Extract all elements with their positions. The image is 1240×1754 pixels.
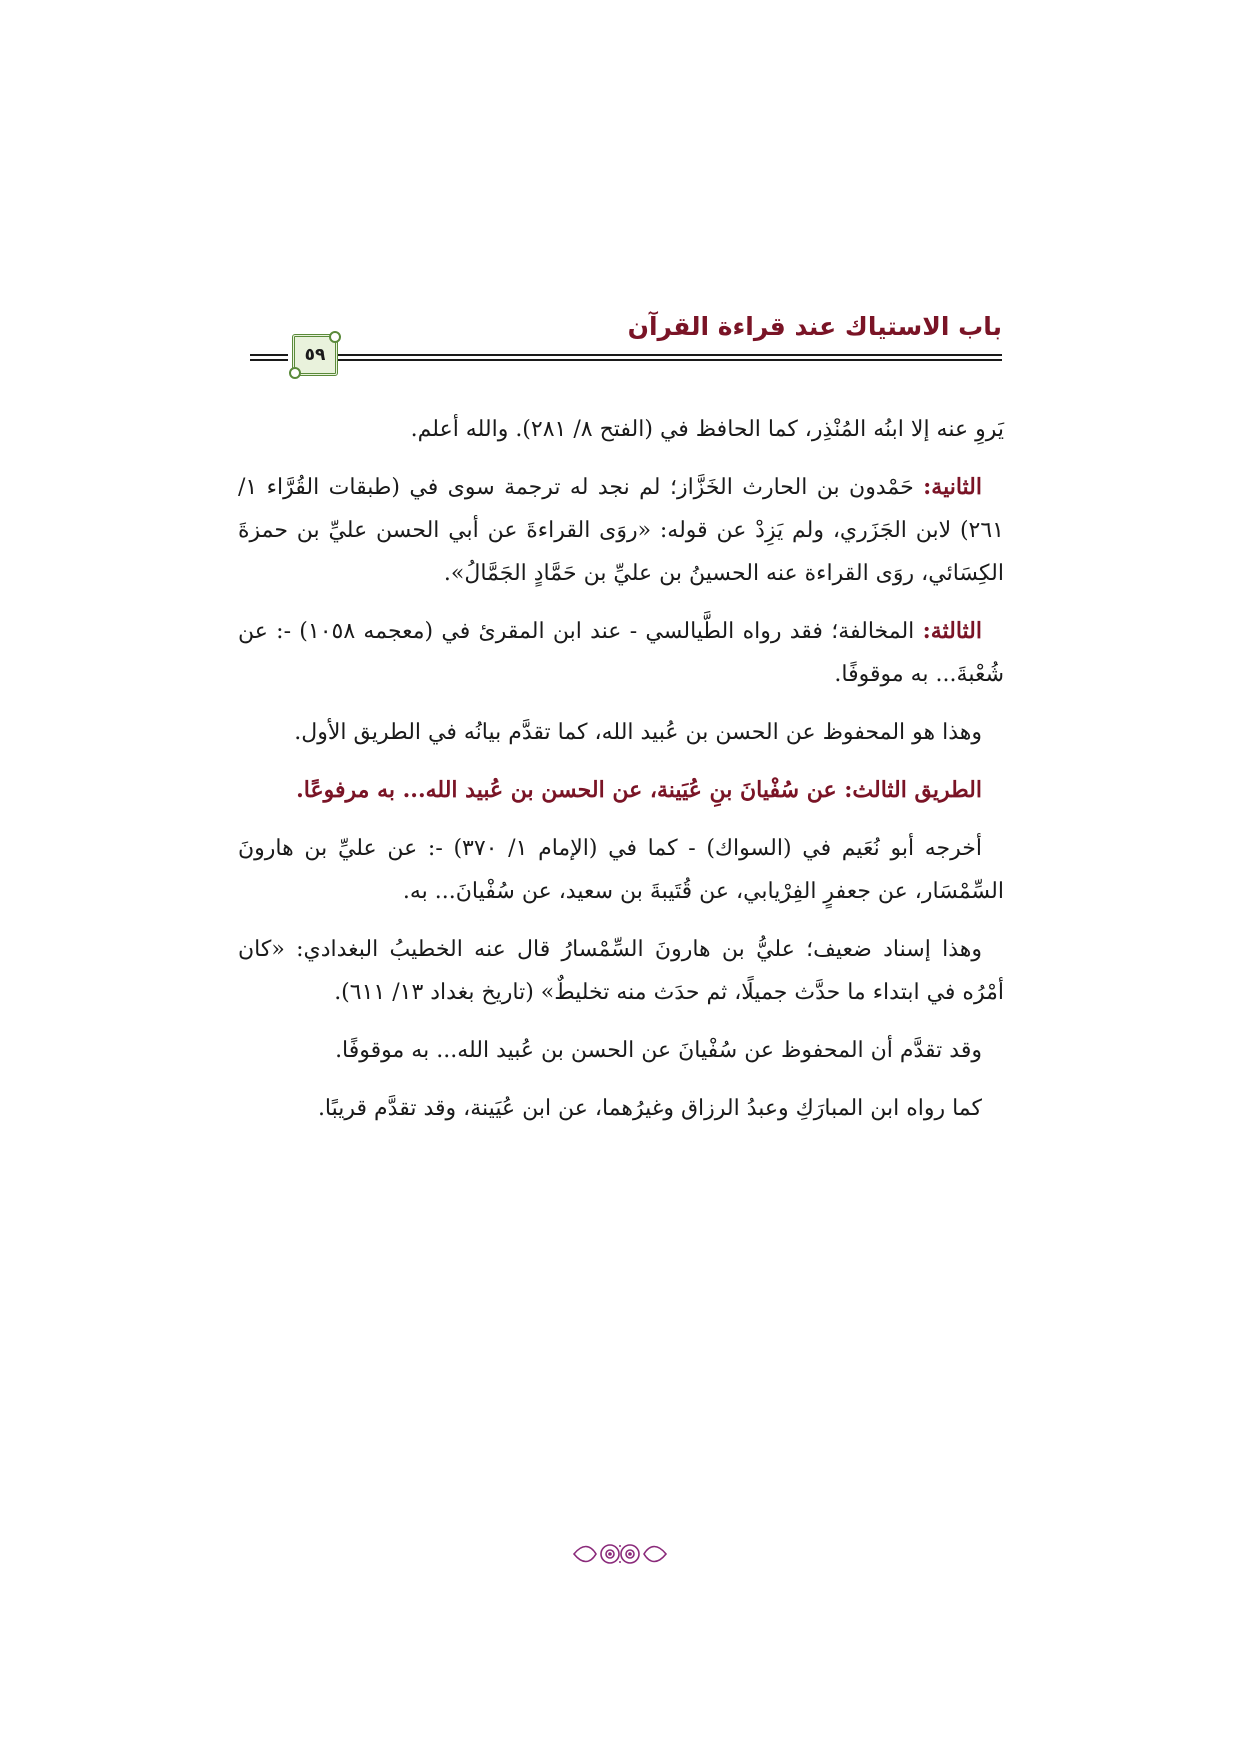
paragraph-text: المخالفة؛ فقد رواه الطَّيالسي - عند ابن المقرئ في (معجمه ١٠٥٨) -: عن شُعْبةَ... به موقوفًا. xyxy=(238,619,1004,687)
paragraph xyxy=(238,610,1004,696)
chapter-title: باب الاستياك عند قراءة القرآن xyxy=(627,312,1002,341)
page-number-badge xyxy=(292,334,338,376)
paragraph: أخرجه أبو نُعَيم في (السواك) - كما في (الإمام ١/ ٣٧٠) -: عن عليِّ بن هارونَ السِّمْسَار، عن جعفرٍ الفِرْيابي، عن قُتَيبةَ بن سعيد، عن سُفْيانَ... به. xyxy=(238,836,1004,904)
page-number: ٥٩ xyxy=(304,345,326,365)
paragraph-label: الثالثة: xyxy=(922,618,982,644)
paragraph: وقد تقدَّم أن المحفوظ عن سُفْيانَ عن الحسن بن عُبيد الله... به موقوفًا. xyxy=(335,1038,982,1063)
header-rule xyxy=(337,354,1002,356)
paragraph-label: الثانية: xyxy=(923,474,982,500)
paragraph-text: حَمْدون بن الحارث الخَزَّاز؛ لم نجد له ترجمة سوى في (طبقات القُرَّاء ١/ ٢٦١) لابن الجَزَري، ولم يَزِدْ عن قوله: «روَى القراءةَ عن أبي الحسن عليِّ بن حمزةَ الكِسَائي، روَى القراءة عنه الحسينُ بن عليِّ بن حَمَّادٍ الجَمَّالُ». xyxy=(238,475,1004,586)
paragraph: وهذا إسناد ضعيف؛ عليُّ بن هارونَ السِّمْسارُ قال عنه الخطيبُ البغدادي: «كان أمْرُه في ابتداء ما حدَّث جميلًا، ثم حدَث منه تخليطٌ» (تاريخ بغداد ١٣/ ٦١١). xyxy=(238,937,1004,1005)
header-rule xyxy=(250,354,288,356)
header-rule xyxy=(337,359,1002,361)
paragraph: يَروِ عنه إلا ابنُه المُنْذِر، كما الحافظ في (الفتح ٨/ ٢٨١). والله أعلم. xyxy=(410,417,1004,442)
section-heading: الطريق الثالث: عن سُفْيانَ بنِ عُيَينة، عن الحسن بن عُبيد الله... به مرفوعًا. xyxy=(296,777,982,803)
page-body xyxy=(238,408,1004,1145)
paragraph: كما رواه ابن المبارَكِ وعبدُ الرزاق وغيرُهما، عن ابن عُيَينة، وقد تقدَّم قريبًا. xyxy=(317,1096,982,1121)
paragraph xyxy=(238,466,1004,595)
page-header xyxy=(250,300,1002,380)
paragraph: وهذا هو المحفوظ عن الحسن بن عُبيد الله، كما تقدَّم بيانُه في الطريق الأول. xyxy=(294,720,982,745)
header-rule xyxy=(250,359,288,361)
end-ornament-icon xyxy=(570,1540,670,1568)
